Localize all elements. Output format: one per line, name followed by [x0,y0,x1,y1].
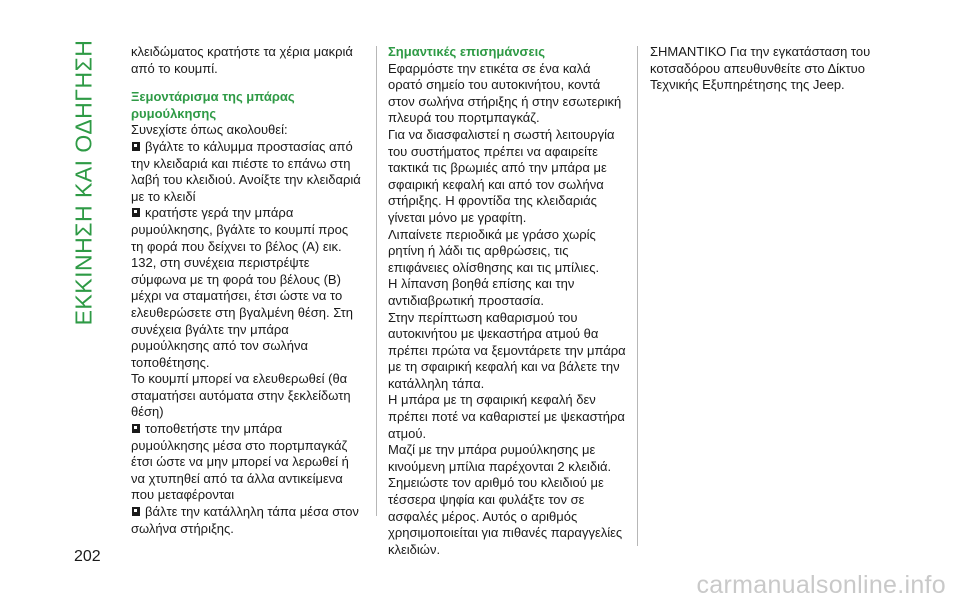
paragraph: Σημειώστε τον αριθμό του κλειδιού με τέσσερα ψηφία και φυλάξτε τον σε ασφαλές μέρος. Αυτός ο αριθμός χρησιμοποιείται για πιθανές παραγγελίες κλειδιών. [388,475,623,557]
section-heading: Σημαντικές επισημάνσεις [388,44,545,59]
list-item-text: τοποθετήστε την μπάρα ρυμούλκησης μέσα στο πορτμπαγκάζ έτσι ώστε να μην μπορεί να λερωθεί ή να χτυπηθεί από τα άλλα αντικείμενα που μεταφέρονται [131,421,349,503]
paragraph: Στην περίπτωση καθαρισμού του αυτοκινήτου με ψεκαστήρα ατμού θα πρέπει πρώτα να ξεμοντάρετε την μπάρα με τη σφαιρική κεφαλή και να βάλετε την κατάλληλη τάπα. [388,309,626,391]
list-item-text: κρατήστε γερά την μπάρα ρυμούλκησης, βγάλτε το κουμπί προς τη φορά που δείχνει το βέλος (A) εικ. 132, στη συνέχεια περιστρέψτε σύμφωνα με τη φορά του βέλους (B) μέχρι να σταματήσει, έτσι ώστε να το ελευθερώσετε στη βγαλμένη θέση. Στη συνέχεια βγάλτε την μπάρα ρυμούλκησης από τον σωλήνα τοποθέτησης. [131,205,354,370]
bullet-icon [131,506,145,517]
section-heading: Ξεμοντάρισμα της μπάρας ρυμούλκησης [131,89,295,121]
side-title-text: ΕΚΚΙΝΗΣΗ ΚΑΙ ΟΔΗΓΗΣΗ [70,39,97,326]
important-note: ΣΗΜΑΝΤΙΚΟ Για την εγκατάσταση του κοτσαδόρου απευθυνθείτε στο Δίκτυο Τεχνικής Εξυπηρέτησης της Jeep. [650,44,871,93]
list-item [131,421,363,504]
paragraph: Για να διασφαλιστεί η σωστή λειτουργία του συστήματος πρέπει να αφαιρείτε τακτικά τις βρωμιές από την μπάρα με σφαιρική κεφαλή και από τον σωλήνα στήριξης. Η φροντίδα της κλειδαριάς γίνεται μόνο με γραφίτη. [388,126,615,225]
paragraph: Η μπάρα με τη σφαιρική κεφαλή δεν πρέπει ποτέ να καθαριστεί με ψεκαστήρα ατμού. [388,392,625,441]
paragraph: Λιπαίνετε περιοδικά με γράσο χωρίς ρητίνη ή λάδι τις αρθρώσεις, τις επιφάνειες ολίσθησης και τις μπίλιες. [388,226,600,275]
list-item [131,205,363,371]
column-divider [376,46,377,516]
paragraph: κλειδώματος κρατήστε τα χέρια μακριά από το κουμπί. [131,44,353,76]
column-right [650,44,890,94]
bullet-icon [131,141,145,152]
page-number: 202 [74,548,101,565]
paragraph: Το κουμπί μπορεί να ελευθερωθεί (θα σταματήσει αυτόματα στην ξεκλείδωτη θέση) [131,371,351,420]
paragraph: Μαζί με την μπάρα ρυμούλκησης με κινούμενη μπίλια παρέχονται 2 κλειδιά. [388,442,612,474]
bullet-icon [131,207,145,218]
paragraph: Η λίπανση βοηθά επίσης και την αντιδιαβρωτική προστασία. [388,276,575,308]
column-middle [388,44,628,558]
paragraph: Συνεχίστε όπως ακολουθεί: [131,122,288,138]
column-divider [637,46,638,546]
watermark: carmanualsonline.info [696,571,946,599]
list-item-text: βάλτε την κατάλληλη τάπα μέσα στον σωλήνα στήριξης. [131,504,359,536]
list-item [131,504,363,537]
list-item [131,139,363,205]
column-left [131,44,363,537]
list-item-text: βγάλτε το κάλυμμα προστασίας από την κλειδαριά και πιέστε το επάνω στη λαβή του κλειδιού. Ανοίξτε την κλειδαριά με το κλειδί [131,138,361,204]
bullet-icon [131,423,145,434]
paragraph: Εφαρμόστε την ετικέτα σε ένα καλά ορατό σημείο του αυτοκινήτου, κοντά στον σωλήνα στήριξης ή στην εσωτερική πλευρά του πορτμπαγκάζ. [388,60,622,126]
section-side-title [64,40,104,325]
